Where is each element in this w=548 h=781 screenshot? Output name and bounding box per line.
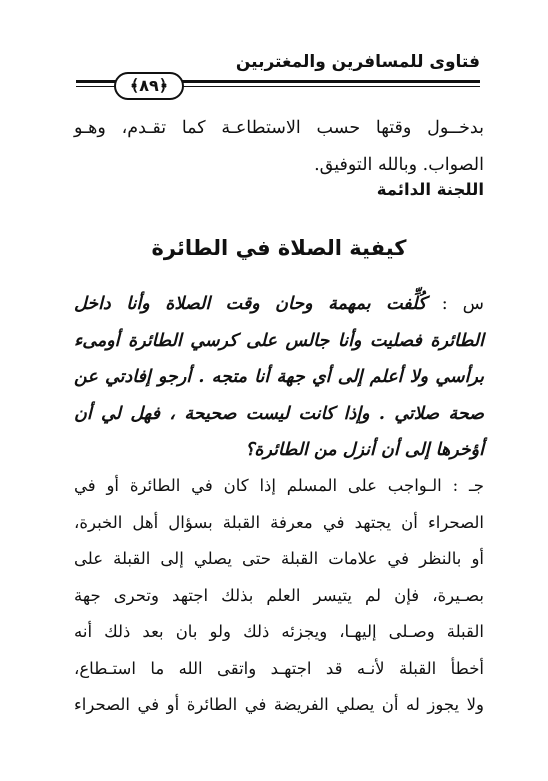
- intro-line: الصواب. وبالله التوفيق.: [314, 155, 484, 175]
- signature: اللجنة الدائمة: [376, 180, 484, 199]
- answer-line: القبلة وصـلى إليهـا، ويجزئه ذلك ولو بان بعد ذلك أنه: [74, 622, 484, 641]
- section-title: كيفية الصلاة في الطائرة: [151, 236, 407, 260]
- question-label: س :: [441, 294, 484, 314]
- running-header: [76, 52, 480, 98]
- answer-line: الصحراء أن يجتهد في معرفة القبلة بسؤال أهل الخبرة،: [74, 512, 484, 532]
- answer-line: الـواجب على المسلم إذا كان في الطائرة أو في: [74, 476, 442, 495]
- answer-line: أخطأ القبلة لأنـه قد اجتهـد واتقى الله ما استـطاع،: [74, 658, 484, 678]
- question-line: برأسي ولا أعلم إلى أي جهة أنا متجه . أرجو إفادتي عن: [74, 367, 484, 387]
- question-line: صحة صلاتي . وإذا كانت ليست صحيحة ، فهل لي أن: [74, 403, 484, 424]
- question-line: الطائرة فصليت وأنا جالس على كرسي الطائرة أومىء: [74, 330, 484, 351]
- intro-paragraph: [74, 110, 484, 184]
- answer-line: أو بالنظر في علامات القبلة حتى يصلي إلى القبلة على: [74, 549, 484, 568]
- answer-line: بصـيرة، فإن لم يتيسر العلم بذلك اجتهد وتحرى جهة: [74, 585, 484, 605]
- question-line: كُلِّفت بمهمة وحان وقت الصلاة وأنا داخل: [74, 294, 427, 314]
- book-title: فتاوى للمسافرين والمغتربين: [235, 52, 480, 72]
- answer-label: جـ :: [452, 476, 485, 495]
- question-paragraph: [74, 286, 484, 469]
- page-number: ﴿٨٩﴾: [114, 72, 184, 100]
- answer-paragraph: [74, 468, 484, 724]
- intro-line: بدخــول وقتها حسب الاستطاعـة كما تقـدم، وهـو: [74, 118, 484, 138]
- question-line: أؤخرها إلى أن أنزل من الطائرة؟: [245, 440, 484, 460]
- answer-line: ولا يجوز له أن يصلي الفريضة في الطائرة أو في الصحراء: [74, 695, 484, 714]
